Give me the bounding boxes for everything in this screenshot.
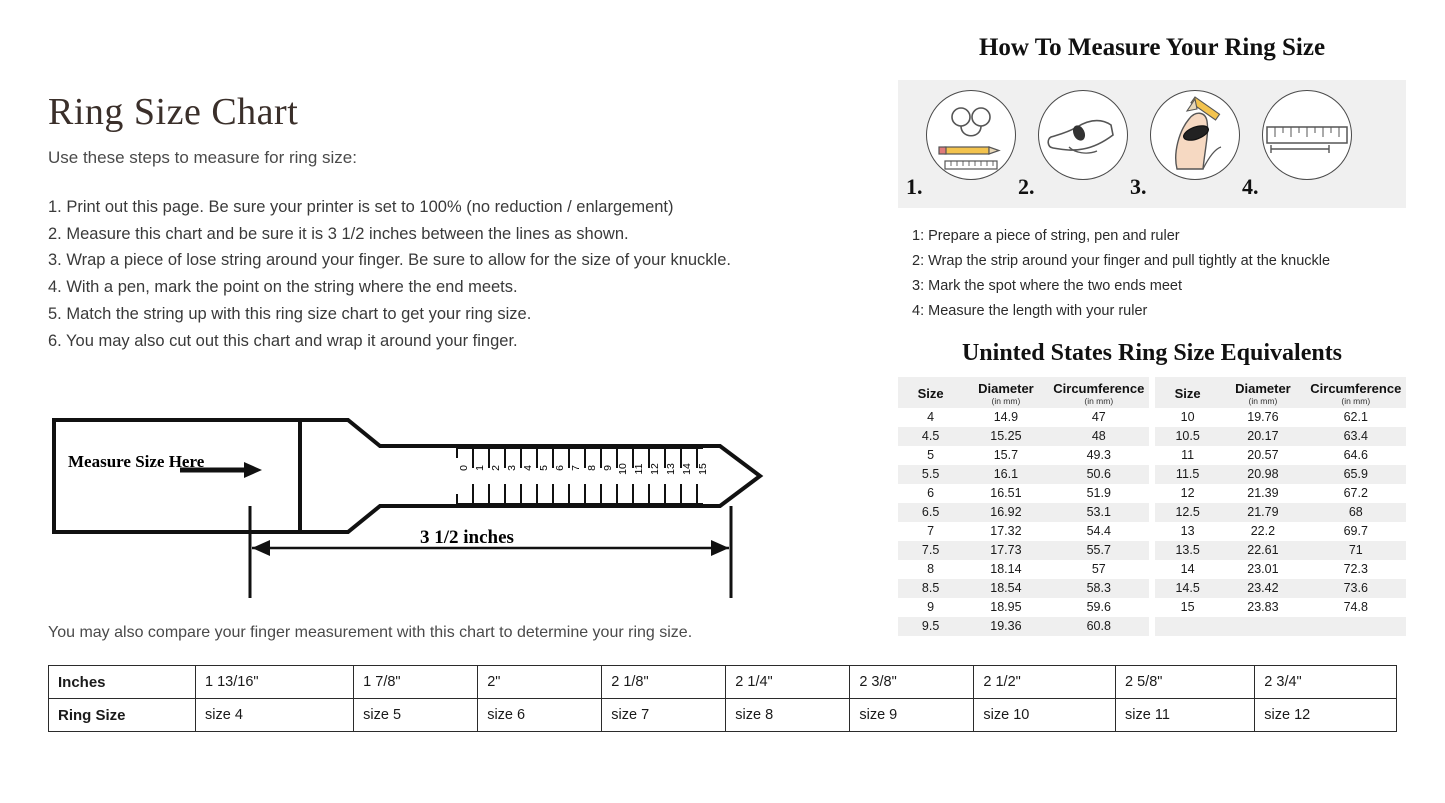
size-cell: 4.5: [898, 427, 963, 446]
table-row: [898, 427, 1149, 446]
table-row: [898, 560, 1149, 579]
size-cell: 15: [1155, 598, 1220, 617]
size-cell: 8: [898, 560, 963, 579]
ring-sizer-svg: [48, 402, 808, 612]
illustration-step-3: [1128, 90, 1240, 202]
circumference-cell: 71: [1306, 541, 1406, 560]
tick-number: 1: [474, 465, 486, 471]
diameter-cell: 20.17: [1220, 427, 1305, 446]
pencil-string-ruler-icon: [926, 90, 1016, 180]
table-row: [1155, 579, 1406, 598]
illustration-number: 1.: [906, 174, 923, 199]
list-item: 2: Wrap the strip around your finger and pull tightly at the knuckle: [912, 252, 1331, 269]
table-row: [1155, 560, 1406, 579]
circumference-cell: 50.6: [1049, 465, 1149, 484]
illustration-step-1: [904, 90, 1016, 202]
equivalents-table-left: [898, 377, 1149, 636]
circumference-cell: 59.6: [1049, 598, 1149, 617]
table-row: [898, 465, 1149, 484]
ring-sizer-diagram: [48, 402, 808, 612]
inches-cell: 1 13/16": [196, 666, 354, 699]
circumference-cell: 53.1: [1049, 503, 1149, 522]
circumference-cell: 54.4: [1049, 522, 1149, 541]
circumference-cell: 64.6: [1306, 446, 1406, 465]
diameter-cell: 17.73: [963, 541, 1048, 560]
circumference-cell: [1306, 617, 1406, 636]
col-header-diameter: [963, 377, 1048, 408]
inches-cell: 2 1/4": [726, 666, 850, 699]
size-cell: 12: [1155, 484, 1220, 503]
inches-cell: 2 3/4": [1255, 666, 1397, 699]
diameter-cell: 17.32: [963, 522, 1048, 541]
tick-number: 2: [490, 465, 502, 471]
size-cell: size 4: [196, 699, 354, 732]
diameter-cell: 18.14: [963, 560, 1048, 579]
table-row: [1155, 541, 1406, 560]
ruler-tick-numbers: [455, 452, 715, 492]
tick-number: 6: [554, 465, 566, 471]
illustration-band: [898, 80, 1406, 208]
table-row: [49, 699, 1397, 732]
circumference-cell: 62.1: [1306, 408, 1406, 427]
col-header-size: Size: [1155, 377, 1220, 408]
col-header-circumference: [1306, 377, 1406, 408]
how-to-steps-list: [912, 224, 1406, 324]
table-row: [1155, 484, 1406, 503]
table-row: [1155, 598, 1406, 617]
table-row: [1155, 522, 1406, 541]
table-row: [1155, 446, 1406, 465]
col-header-size: Size: [898, 377, 963, 408]
diameter-cell: 15.7: [963, 446, 1048, 465]
col-header-circumference-label: Circumference: [1053, 380, 1145, 396]
size-cell: size 10: [974, 699, 1116, 732]
table-row: [898, 579, 1149, 598]
tick-number: 3: [506, 465, 518, 471]
how-to-measure-title: How To Measure Your Ring Size: [978, 34, 1326, 61]
size-cell: 6.5: [898, 503, 963, 522]
size-cell: [1155, 617, 1220, 636]
tick-number: 5: [538, 465, 550, 471]
table-row: [898, 598, 1149, 617]
diameter-cell: 23.01: [1220, 560, 1305, 579]
diameter-cell: 18.54: [963, 579, 1048, 598]
diameter-cell: 16.1: [963, 465, 1048, 484]
compare-note: You may also compare your finger measurement with this chart to determine your ring size.: [48, 624, 693, 641]
table-row: [1155, 503, 1406, 522]
page-title: Ring Size Chart: [48, 91, 299, 133]
col-header-circumference-label: Circumference: [1310, 380, 1402, 396]
inches-cell: 2 1/8": [602, 666, 726, 699]
left-column: [48, 90, 858, 354]
circumference-cell: 47: [1049, 408, 1149, 427]
tick-number: 0: [458, 465, 470, 471]
illustration-number: 2.: [1018, 174, 1035, 199]
list-item: 3: Mark the spot where the two ends meet: [912, 277, 1182, 294]
size-cell: 10.5: [1155, 427, 1220, 446]
size-cell: size 12: [1255, 699, 1397, 732]
table-header-row: [898, 377, 1149, 408]
circumference-cell: 63.4: [1306, 427, 1406, 446]
size-cell: 4: [898, 408, 963, 427]
hand-pointing-string-icon: [1038, 90, 1128, 180]
diameter-cell: 23.42: [1220, 579, 1305, 598]
tick-number: 10: [617, 463, 629, 475]
inches-cell: 2": [478, 666, 602, 699]
ruler-measure-icon: [1262, 90, 1352, 180]
illustration-number: 3.: [1130, 174, 1147, 199]
circumference-cell: 60.8: [1049, 617, 1149, 636]
circumference-cell: 69.7: [1306, 522, 1406, 541]
list-item: 1: Prepare a piece of string, pen and ruler: [912, 228, 1180, 244]
col-header-diameter-label: Diameter: [978, 380, 1034, 396]
diameter-cell: 19.76: [1220, 408, 1305, 427]
inches-cell: 2 1/2": [974, 666, 1116, 699]
tick-number: 14: [681, 463, 693, 475]
length-dimension-label: 3 1/2 inches: [420, 527, 514, 548]
finger-marking-icon: [1150, 90, 1240, 180]
diameter-cell: 21.39: [1220, 484, 1305, 503]
size-cell: 5: [898, 446, 963, 465]
circumference-cell: 74.8: [1306, 598, 1406, 617]
col-header-circumference: [1049, 377, 1149, 408]
diameter-cell: 22.2: [1220, 522, 1305, 541]
table-row: [898, 522, 1149, 541]
size-cell: size 7: [602, 699, 726, 732]
circumference-cell: 67.2: [1306, 484, 1406, 503]
page-subtitle: Use these steps to measure for ring size:: [48, 148, 357, 167]
table-header-row: [1155, 377, 1406, 408]
circumference-cell: 58.3: [1049, 579, 1149, 598]
circumference-cell: 72.3: [1306, 560, 1406, 579]
diameter-cell: 23.83: [1220, 598, 1305, 617]
tick-number: 8: [586, 465, 598, 471]
tick-number: 7: [570, 465, 582, 471]
illustration-step-4: [1240, 90, 1352, 202]
size-cell: 9: [898, 598, 963, 617]
diameter-cell: 19.36: [963, 617, 1048, 636]
col-header-circumference-unit: (in mm): [1084, 395, 1114, 406]
table-row: [1155, 465, 1406, 484]
size-cell: size 6: [478, 699, 602, 732]
size-cell: 13: [1155, 522, 1220, 541]
inches-cell: 2 3/8": [850, 666, 974, 699]
size-cell: size 9: [850, 699, 974, 732]
illustration-step-2: [1016, 90, 1128, 202]
diameter-cell: 18.95: [963, 598, 1048, 617]
size-cell: 14: [1155, 560, 1220, 579]
inches-cell: 2 5/8": [1116, 666, 1255, 699]
table-row: [898, 541, 1149, 560]
row-header-inches: Inches: [49, 666, 196, 699]
equivalents-title: Uninted States Ring Size Equivalents: [961, 339, 1343, 366]
size-cell: 11.5: [1155, 465, 1220, 484]
diameter-cell: 16.92: [963, 503, 1048, 522]
size-cell: 13.5: [1155, 541, 1220, 560]
list-item: 1. Print out this page. Be sure your printer is set to 100% (no reduction / enlargement): [48, 198, 674, 216]
col-header-diameter: [1220, 377, 1305, 408]
size-cell: size 8: [726, 699, 850, 732]
col-header-diameter-label: Diameter: [1235, 380, 1291, 396]
size-cell: 5.5: [898, 465, 963, 484]
circumference-cell: 65.9: [1306, 465, 1406, 484]
size-cell: 9.5: [898, 617, 963, 636]
col-header-circumference-unit: (in mm): [1341, 395, 1371, 406]
size-cell: 6: [898, 484, 963, 503]
circumference-cell: 51.9: [1049, 484, 1149, 503]
table-row: [1155, 617, 1406, 636]
circumference-cell: 48: [1049, 427, 1149, 446]
size-cell: 14.5: [1155, 579, 1220, 598]
tick-number: 13: [665, 463, 677, 475]
right-column: [898, 34, 1406, 636]
table-row: [898, 446, 1149, 465]
size-cell: 8.5: [898, 579, 963, 598]
list-item: 3. Wrap a piece of lose string around your finger. Be sure to allow for the size of your knuckle.: [48, 251, 731, 270]
size-cell: 12.5: [1155, 503, 1220, 522]
circumference-cell: 49.3: [1049, 446, 1149, 465]
measure-size-here-label: Measure Size Here: [68, 452, 205, 471]
list-item: 4: Measure the length with your ruler: [912, 302, 1148, 319]
tick-number: 9: [602, 465, 614, 471]
instruction-list: [48, 194, 858, 354]
list-item: 2. Measure this chart and be sure it is 3 1/2 inches between the lines as shown.: [48, 224, 629, 243]
equivalents-tables: [898, 377, 1406, 636]
table-row: [898, 408, 1149, 427]
size-cell: 11: [1155, 446, 1220, 465]
diameter-cell: 20.57: [1220, 446, 1305, 465]
size-cell: 7: [898, 522, 963, 541]
size-cell: size 11: [1116, 699, 1255, 732]
circumference-cell: 57: [1049, 560, 1149, 579]
table-row: [49, 666, 1397, 699]
circumference-cell: 68: [1306, 503, 1406, 522]
diameter-cell: 21.79: [1220, 503, 1305, 522]
diameter-cell: 16.51: [963, 484, 1048, 503]
tick-number: 15: [697, 463, 709, 475]
table-row: [898, 503, 1149, 522]
inches-cell: 1 7/8": [354, 666, 478, 699]
table-row: [1155, 408, 1406, 427]
row-header-ring-size: Ring Size: [49, 699, 196, 732]
table-row: [898, 617, 1149, 636]
diameter-cell: 15.25: [963, 427, 1048, 446]
tick-number: 4: [522, 465, 534, 471]
list-item: 6. You may also cut out this chart and wrap it around your finger.: [48, 331, 518, 350]
col-header-diameter-unit: (in mm): [991, 395, 1021, 406]
size-cell: size 5: [354, 699, 478, 732]
list-item: 5. Match the string up with this ring size chart to get your ring size.: [48, 304, 532, 323]
tick-number: 11: [633, 463, 645, 475]
table-row: [1155, 427, 1406, 446]
diameter-cell: [1220, 617, 1305, 636]
diameter-cell: 14.9: [963, 408, 1048, 427]
col-header-diameter-unit: (in mm): [1248, 395, 1278, 406]
diameter-cell: 20.98: [1220, 465, 1305, 484]
size-cell: 7.5: [898, 541, 963, 560]
circumference-cell: 73.6: [1306, 579, 1406, 598]
table-row: [898, 484, 1149, 503]
illustration-number: 4.: [1242, 174, 1259, 199]
size-cell: 10: [1155, 408, 1220, 427]
diameter-cell: 22.61: [1220, 541, 1305, 560]
list-item: 4. With a pen, mark the point on the string where the end meets.: [48, 278, 518, 297]
equivalents-table-right: [1155, 377, 1406, 636]
inches-to-size-table: [48, 665, 1397, 732]
tick-number: 12: [649, 463, 661, 475]
circumference-cell: 55.7: [1049, 541, 1149, 560]
